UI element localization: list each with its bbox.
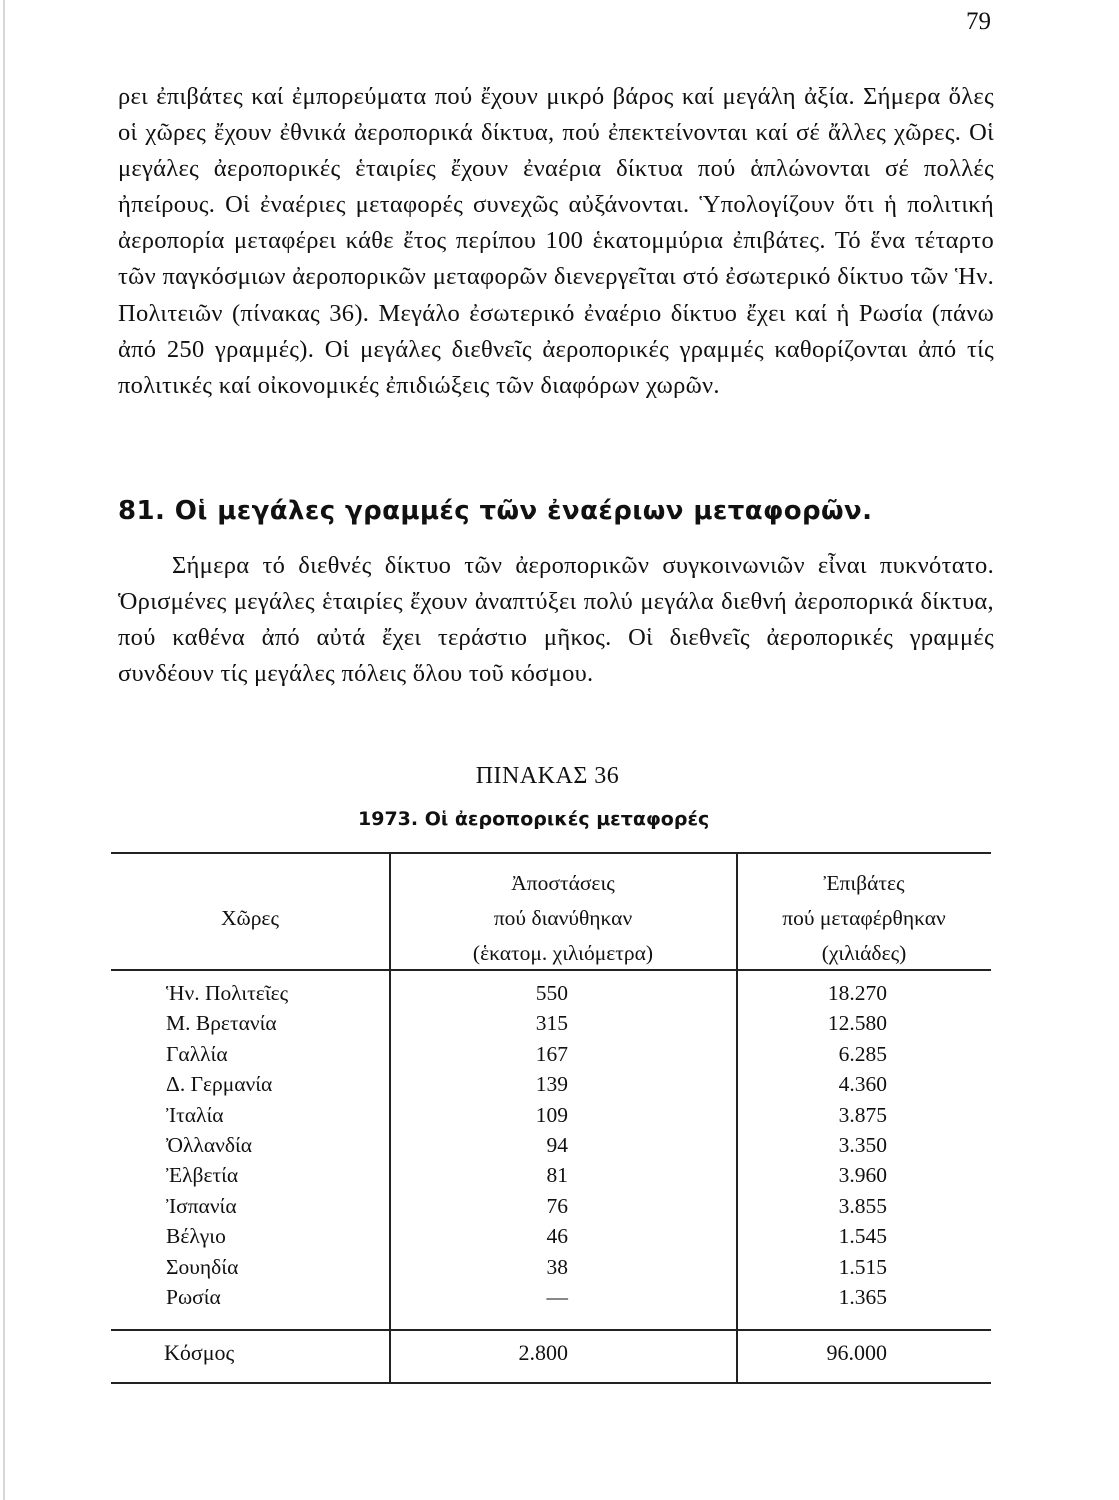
table-bottom-rule — [111, 1382, 991, 1384]
country-cell: Ἰσπανία — [166, 1193, 237, 1218]
table-body — [0, 981, 1119, 1315]
paragraph-intro: ρει ἐπιβάτες καί ἐμπορεύματα πού ἔχουν μικρό βάρος καί μεγάλη ἀξία. Σήμερα ὅλες οἱ χῶρες ἔχουν ἐθνικά ἀεροπορικά δίκτυα, πού ἐπεκτείνονται καί σέ ἄλλες χῶρες. Οἱ μεγάλες ἀεροπορικές ἑταιρίες ἔχουν ἐναέρια δίκτυα πού ἁπλώνονται σέ πολλές ἠπείρους. Οἱ ἐναέριες μεταφορές συνεχῶς αὐξάνονται. Ὑπολογίζουν ὅτι ἡ πολιτική ἀεροπορία μεταφέρει κάθε ἔτος περίπου 100 ἑκατομμύρια ἐπιβάτες. Τό ἕνα τέταρτο τῶν παγκόσμιων ἀεροπορικῶν μεταφορῶν διενεργεῖται στό ἐσωτερικό δίκτυο τῶν Ἡν. Πολιτειῶν (πίνακας 36). Μεγάλο ἐσωτερικό ἐναέριο δίκτυο ἔχει καί ἡ Ρωσία (πάνω ἀπό 250 γραμμές). Οἱ μεγάλες διεθνεῖς ἀεροπορικές γραμμές καθορίζονται ἀπό τίς πολιτικές καί οἰκονομικές ἐπιδιώξεις τῶν διαφόρων χωρῶν. — [118, 83, 994, 399]
table-row — [0, 1072, 1119, 1102]
table-top-rule — [111, 852, 991, 854]
table-row — [0, 1103, 1119, 1133]
distance-cell: 139 — [535, 1072, 568, 1097]
table-row — [0, 1285, 1119, 1315]
table-label — [0, 763, 1119, 790]
passengers-cell: 18.270 — [827, 981, 887, 1005]
table-row — [0, 1042, 1119, 1072]
country-cell: Ἡν. Πολιτεῖες — [166, 981, 289, 1005]
table-row — [0, 1224, 1119, 1254]
distance-cell: 94 — [546, 1132, 568, 1157]
table-row — [0, 981, 1119, 1011]
header-distance — [390, 866, 736, 971]
country-cell: Μ. Βρετανία — [166, 1011, 277, 1036]
table-total-rule — [111, 1329, 991, 1331]
page-number: 79 — [966, 8, 991, 35]
country-cell: Ἰταλία — [166, 1102, 224, 1127]
table-row — [0, 1255, 1119, 1285]
distance-cell: 76 — [546, 1193, 568, 1218]
distance-cell: 46 — [546, 1224, 568, 1249]
total-distance-cell: 2.800 — [518, 1340, 568, 1365]
table-row — [0, 1133, 1119, 1163]
passengers-cell: 12.580 — [827, 1011, 887, 1036]
header-passengers-line: Ἐπιβάτες — [823, 871, 905, 895]
header-distance-line: πού διανύθηκαν — [493, 906, 633, 930]
country-cell: Ρωσία — [166, 1284, 221, 1309]
distance-cell: 550 — [535, 981, 568, 1005]
distance-cell: — — [546, 1284, 568, 1309]
table-title: 1973. Οἱ ἀεροπορικές μεταφορές — [358, 808, 710, 830]
table-row — [0, 1194, 1119, 1224]
passengers-cell: 3.855 — [838, 1193, 887, 1218]
passengers-cell: 1.365 — [838, 1284, 887, 1309]
distance-cell: 315 — [535, 1011, 568, 1036]
passengers-cell: 3.960 — [838, 1163, 887, 1188]
distance-cell: 81 — [546, 1163, 568, 1188]
passengers-cell: 3.350 — [838, 1132, 887, 1157]
table-label-text: ΠΙΝΑΚΑΣ 36 — [475, 763, 620, 789]
header-distance-line: (ἑκατομ. χιλιόμετρα) — [472, 941, 654, 965]
header-country — [111, 901, 389, 936]
total-passengers-cell: 96.000 — [826, 1340, 887, 1365]
header-passengers — [737, 866, 991, 971]
country-cell: Γαλλία — [166, 1041, 228, 1066]
country-cell: Δ. Γερμανία — [166, 1072, 273, 1097]
paragraph-section-81: Σήμερα τό διεθνές δίκτυο τῶν ἀεροπορικῶν συγκοινωνιῶν εἶναι πυκνότατο. Ὁρισμένες μεγάλες ἑταιρίες ἔχουν ἀναπτύξει πολύ μεγάλα διεθνή ἀεροπορικά δίκτυα, πού καθένα ἀπό αὐτά ἔχει τεράστιο μῆκος. Οἱ διεθνεῖς ἀεροπορικές γραμμές συνδέουν τίς μεγάλες πόλεις ὅλου τοῦ κόσμου. — [118, 552, 994, 688]
total-label-cell: Κόσμος — [164, 1340, 235, 1365]
passengers-cell: 6.285 — [838, 1041, 887, 1066]
distance-cell: 109 — [535, 1102, 568, 1127]
passengers-cell: 1.545 — [838, 1224, 887, 1249]
section-heading: 81. Οἱ μεγάλες γραμμές τῶν ἐναέριων μεταφορῶν. — [118, 496, 873, 526]
country-cell: Ὀλλανδία — [166, 1132, 253, 1157]
header-passengers-line: (χιλιάδες) — [821, 941, 907, 965]
passengers-cell: 1.515 — [838, 1254, 887, 1279]
passengers-cell: 3.875 — [838, 1102, 887, 1127]
table-total-row — [0, 1340, 1119, 1372]
country-cell: Σουηδία — [166, 1254, 239, 1279]
header-distance-line: Ἀποστάσεις — [511, 871, 615, 895]
table-row — [0, 1011, 1119, 1041]
country-cell: Βέλγιο — [166, 1224, 226, 1249]
header-country-text: Χῶρες — [221, 906, 279, 930]
distance-cell: 38 — [546, 1254, 568, 1279]
passengers-cell: 4.360 — [838, 1072, 887, 1097]
distance-cell: 167 — [535, 1041, 568, 1066]
country-cell: Ἐλβετία — [166, 1163, 239, 1188]
header-passengers-line: πού μεταφέρθηκαν — [782, 906, 946, 930]
table-row — [0, 1163, 1119, 1193]
